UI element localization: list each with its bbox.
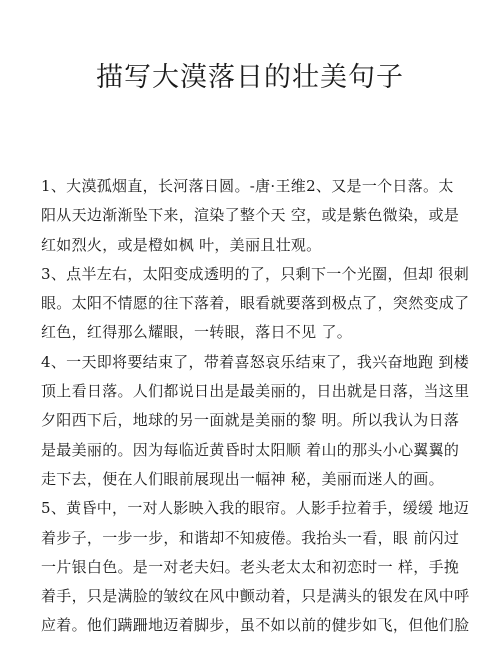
text-line: 眼。太阳不情愿的往下落着，眼看就要落到极点了，突然变成了 xyxy=(41,294,470,313)
text-line: 红色，红得那么耀眼，一转眼，落日不见 了。 xyxy=(41,323,353,342)
text-line: 红如烈火，或是橙如枫 叶，美丽且壮观。 xyxy=(41,235,322,254)
text-line: 4、一天即将要结束了，带着喜怒哀乐结束了，我兴奋地跑 到楼 xyxy=(41,352,470,371)
document-body xyxy=(41,172,470,641)
text-line: 阳从天边渐渐坠下来，渲染了整个天 空，或是紫色微染，或是 xyxy=(41,206,460,225)
text-line: 顶上看日落。人们都说日出是最美丽的，日出就是日落，当这里 xyxy=(41,382,470,401)
text-line: 5、黄昏中，一对人影映入我的眼帘。人影手拉着手，缓缓 地迈 xyxy=(41,499,470,518)
text-line: 走下去，便在人们眼前展现出一幅神 秘，美丽而迷人的画。 xyxy=(41,469,444,488)
document-title: 描写大漠落日的壮美句子 xyxy=(96,62,404,93)
text-line: 3、点半左右，太阳变成透明的了，只剩下一个光圈，但却 很刺 xyxy=(41,264,470,283)
text-line: 着步子，一步一步，和谐却不知疲倦。我抬头一看，眼 前闪过 xyxy=(41,528,460,547)
text-line: 一片银白色。是一对老夫妇。老头老太太和初恋时一 样，手挽 xyxy=(41,557,460,576)
text-line: 着手，只是满脸的皱纹在风中颤动着，只是满头的银发在风中呼 xyxy=(41,587,470,606)
text-line: 应着。他们蹒跚地迈着脚步，虽不如以前的健步如飞，但他们脸 xyxy=(41,616,470,635)
text-line: 1、大漠孤烟直，长河落日圆。-唐·王维2、又是一个日落。太 xyxy=(41,177,454,195)
text-line: 是最美丽的。因为每临近黄昏时太阳顺 着山的那头小心翼翼的 xyxy=(41,440,460,459)
text-line: 夕阳西下后，地球的另一面就是美丽的黎 明。所以我认为日落 xyxy=(41,411,460,430)
